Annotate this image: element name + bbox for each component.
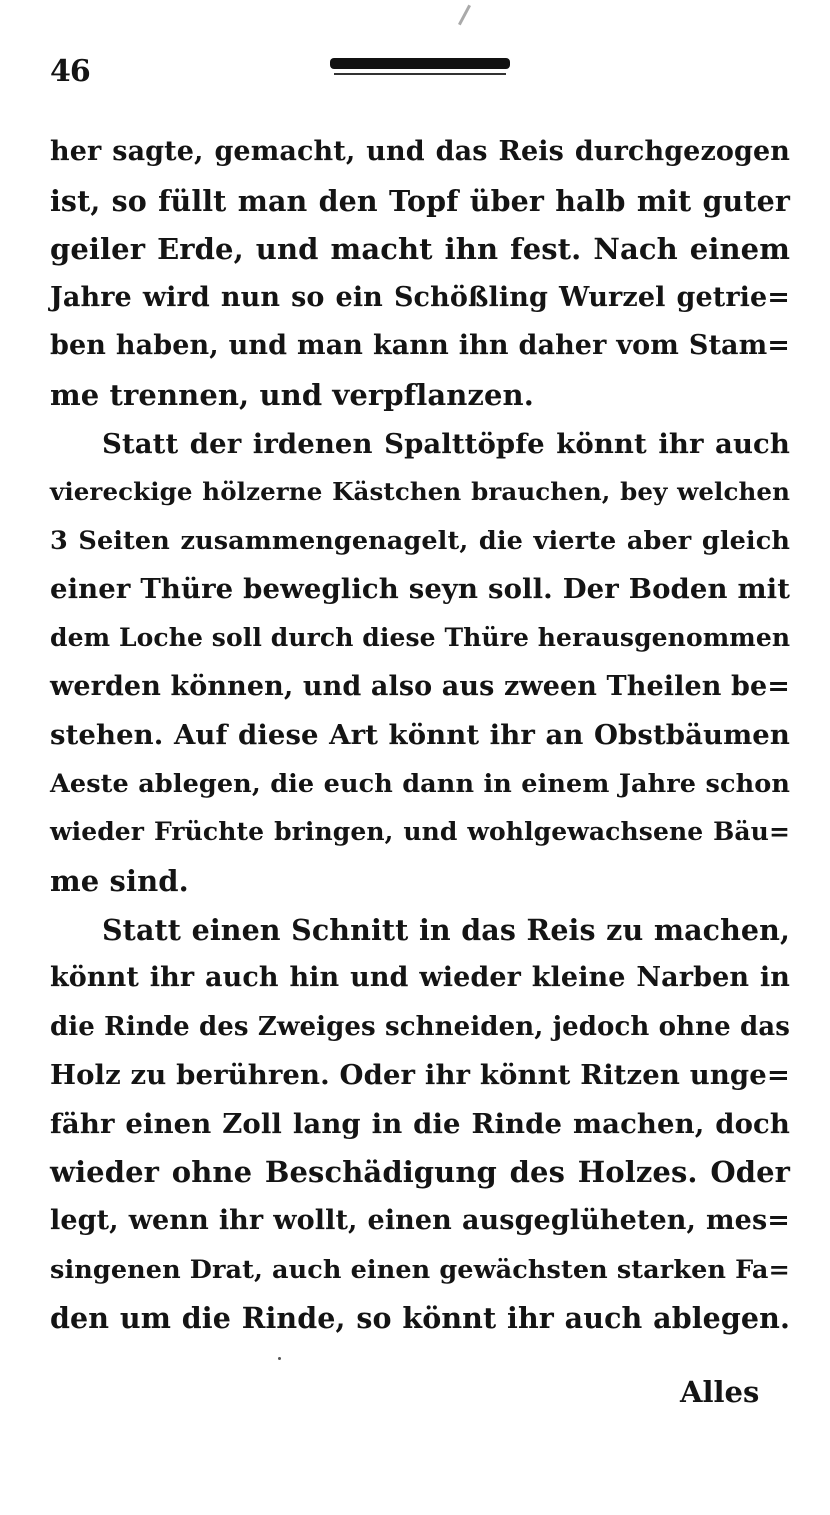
text-line: ist, so füllt man den Topf über halb mit guter bbox=[50, 183, 790, 218]
text-line: könnt ihr auch hin und wieder kleine Narben in bbox=[50, 962, 790, 994]
text-line: Holz zu berühren. Oder ihr könnt Ritzen unge= bbox=[50, 1059, 790, 1092]
text-line: einer Thüre beweglich seyn soll. Der Boden mit bbox=[50, 573, 790, 606]
text-line: dem Loche soll durch diese Thüre herausgenommen bbox=[50, 622, 791, 652]
text-line: legt, wenn ihr wollt, einen ausgeglüheten, mes= bbox=[50, 1205, 790, 1237]
body-text bbox=[50, 128, 790, 1343]
text-line: Statt der irdenen Spalttöpfe könnt ihr auch bbox=[102, 427, 790, 460]
page-number: 46 bbox=[50, 54, 90, 89]
text-line: wieder Früchte bringen, und wohlgewachsene Bäu= bbox=[50, 817, 790, 847]
text-line: viereckige hölzerne Kästchen brauchen, bey welchen bbox=[50, 477, 790, 507]
text-line: fähr einen Zoll lang in die Rinde machen, doch bbox=[50, 1107, 790, 1140]
text-line: geiler Erde, und macht ihn fest. Nach einem bbox=[50, 232, 790, 267]
text-line: me sind. bbox=[50, 863, 189, 898]
text-line: stehen. Auf diese Art könnt ihr an Obstbäumen bbox=[50, 719, 790, 752]
text-line: die Rinde des Zweiges schneiden, jedoch ohne das bbox=[50, 1011, 790, 1042]
text-line: me trennen, und verpflanzen. bbox=[50, 377, 534, 412]
text-line: her sagte, gemacht, und das Reis durchgezogen bbox=[50, 136, 790, 167]
text-line: 3 Seiten zusammengenagelt, die vierte aber gleich bbox=[50, 525, 790, 556]
ink-dot bbox=[278, 1357, 281, 1360]
header-rule bbox=[330, 58, 510, 69]
catchword: Alles bbox=[680, 1375, 760, 1409]
text-line: den um die Rinde, so könnt ihr auch ablegen. bbox=[50, 1301, 790, 1336]
text-line: ben haben, und man kann ihn daher vom Stam= bbox=[50, 330, 790, 362]
text-line: singenen Drat, auch einen gewächsten starken Fa= bbox=[50, 1254, 790, 1285]
text-line: Aeste ablegen, die euch dann in einem Jahre schon bbox=[50, 768, 790, 799]
text-line: Statt einen Schnitt in das Reis zu machen, bbox=[102, 912, 790, 947]
text-line: wieder ohne Beschädigung des Holzes. Oder bbox=[50, 1155, 790, 1190]
text-line: Jahre wird nun so ein Schößling Wurzel getrie= bbox=[50, 281, 790, 313]
header-rule-thin bbox=[334, 73, 506, 75]
text-line: werden können, und also aus zween Theilen be= bbox=[50, 670, 790, 702]
paper-speck bbox=[458, 5, 471, 26]
